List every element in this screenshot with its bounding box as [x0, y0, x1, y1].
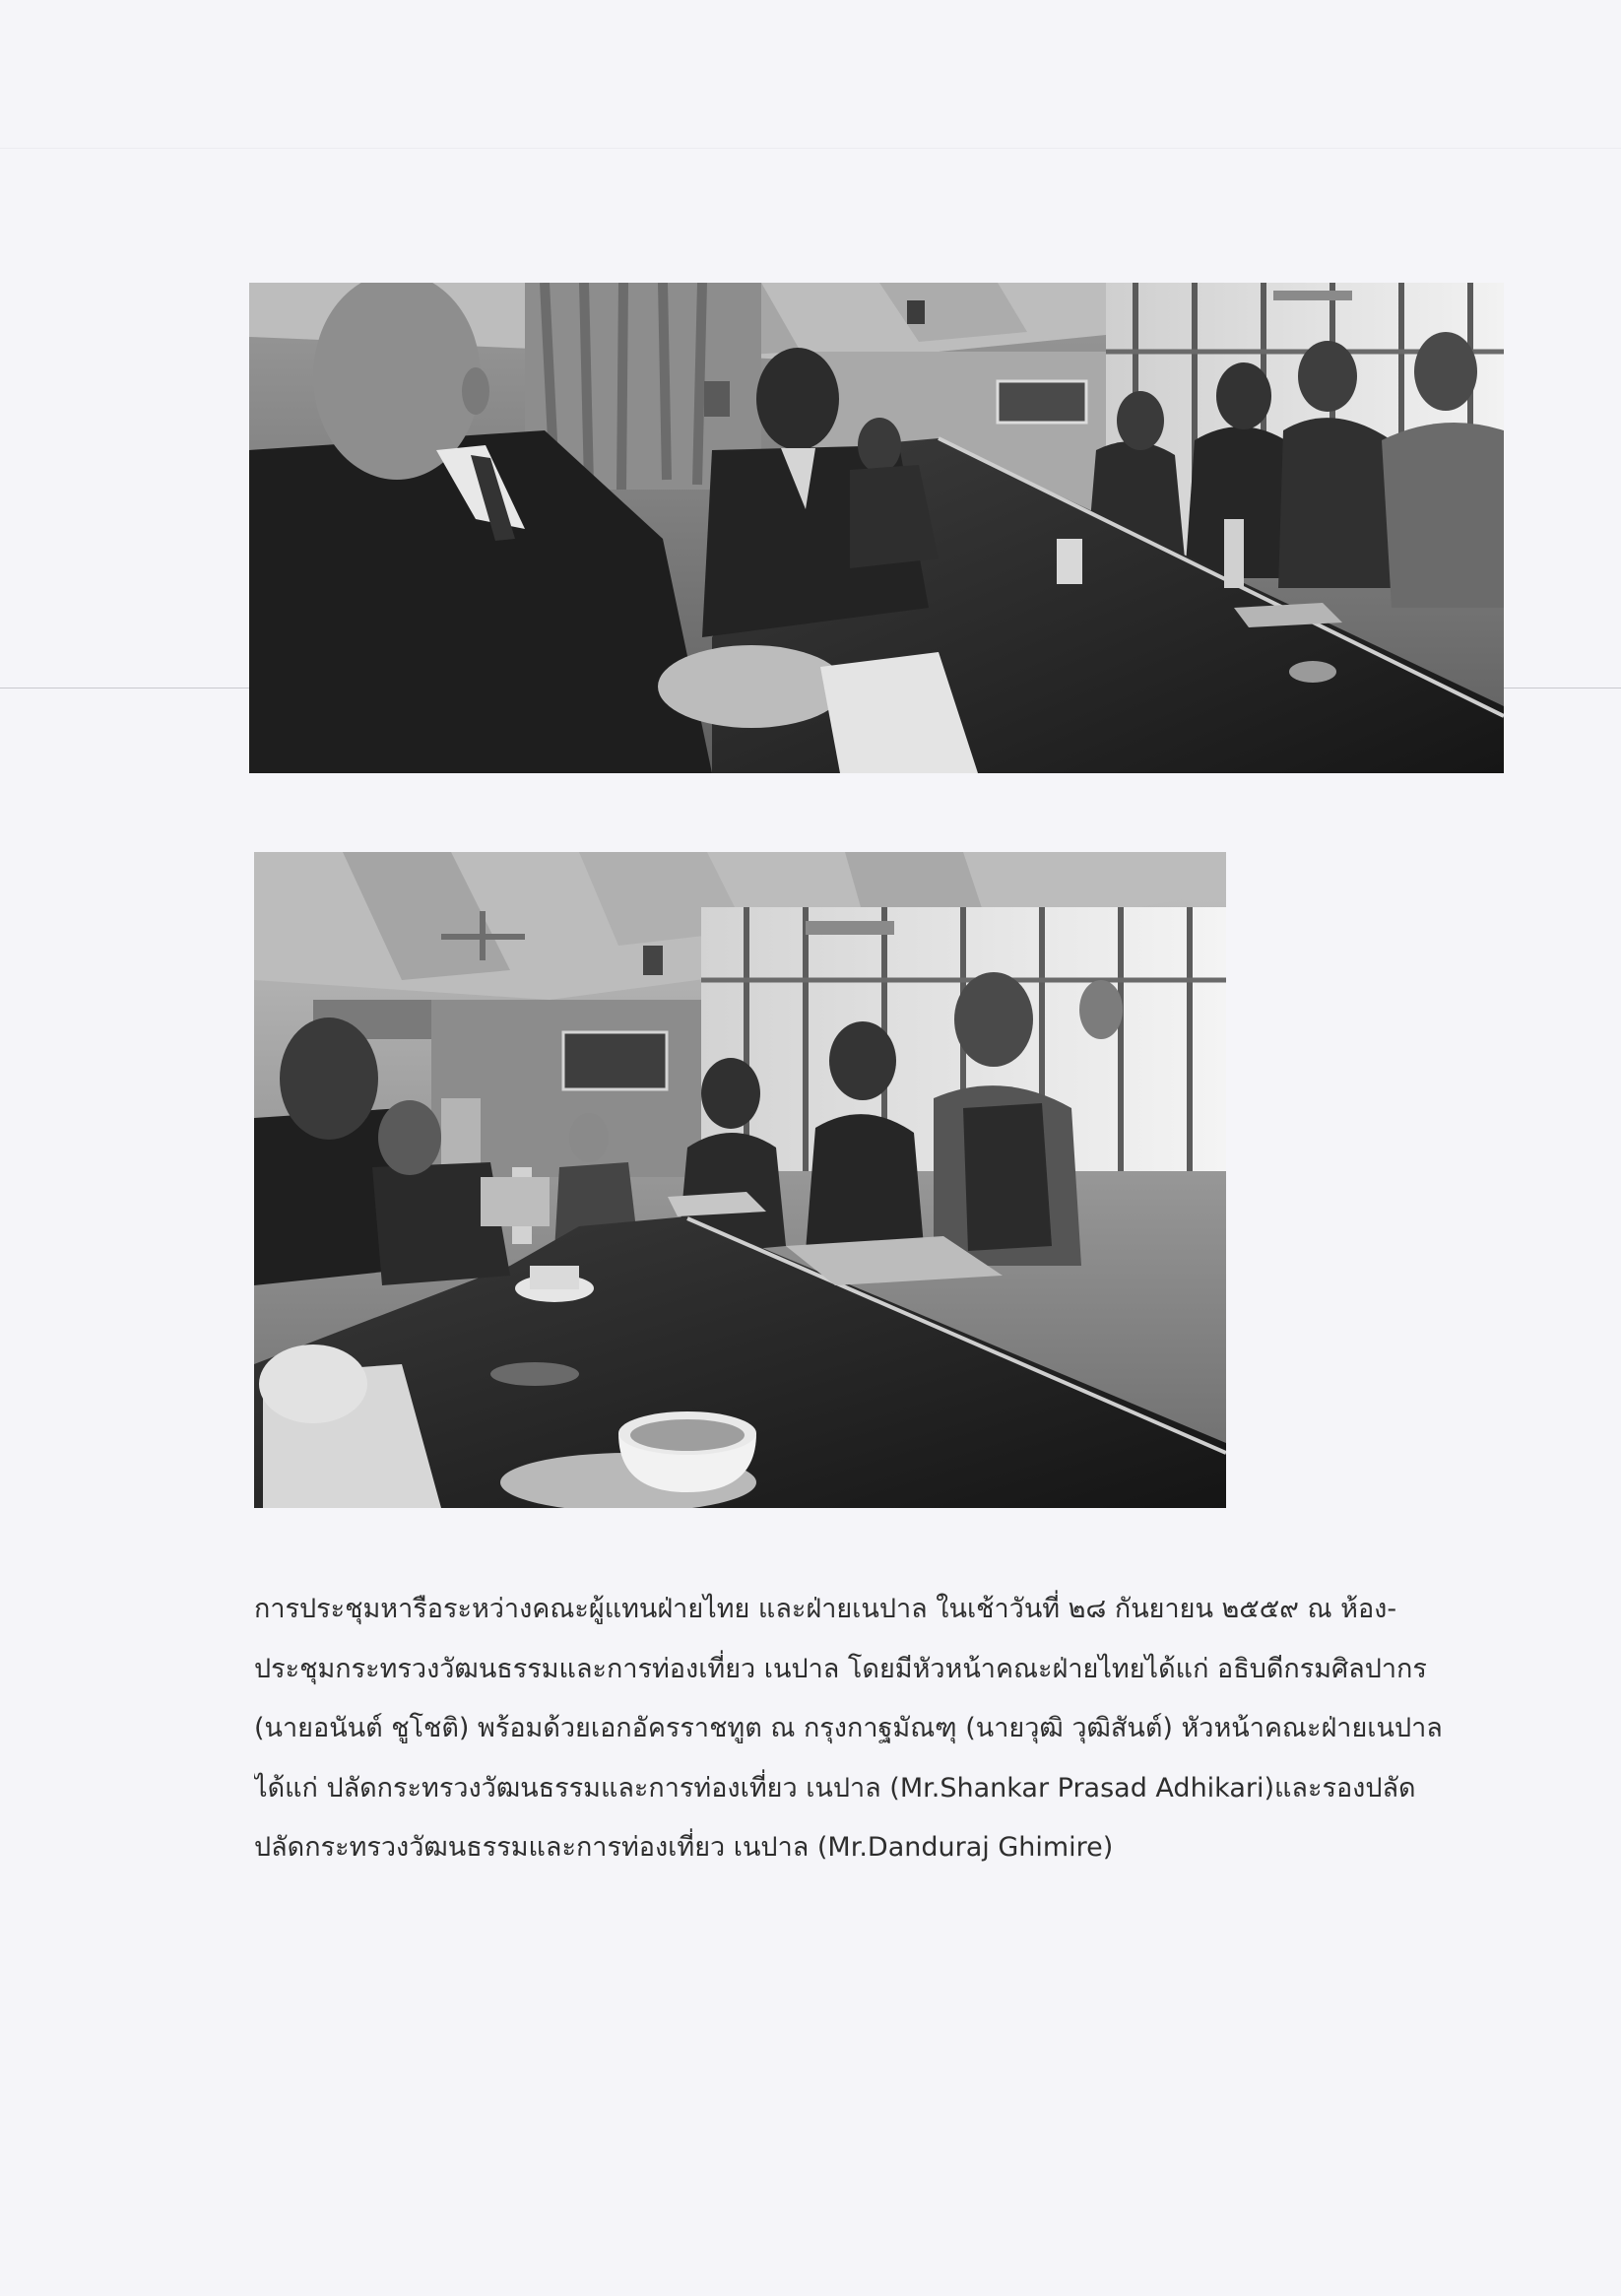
- hand: [658, 645, 845, 728]
- photo-caption: [254, 1580, 1564, 1878]
- caption-line: ปลัดกระทรวงวัฒนธรรมและการท่องเที่ยว เนปาล (Mr.Danduraj Ghimire): [254, 1832, 1114, 1863]
- meeting-photo-2: [254, 852, 1226, 1508]
- scan-artifact-line: [0, 148, 1621, 149]
- caption-line: ได้แก่ ปลัดกระทรวงวัฒนธรรมและการท่องเที่ยว เนปาล (Mr.Shankar Prasad Adhikari)และรองปลัด: [254, 1772, 1416, 1804]
- wall-picture-frame: [563, 1032, 667, 1089]
- water-bottle: [1224, 519, 1244, 588]
- meeting-photo-1: [249, 283, 1504, 773]
- meeting-photo-1-image: [249, 283, 1504, 773]
- meeting-photo-2-image: [254, 852, 1226, 1508]
- caption-line: การประชุมหารือระหว่างคณะผู้แทนฝ่ายไทย และฝ่ายเนปาล ในเช้าวันที่ ๒๘ กันยายน ๒๕๕๙ ณ ห้อง-: [254, 1594, 1397, 1624]
- glass: [1289, 661, 1336, 683]
- wall-picture-frame: [998, 381, 1086, 423]
- caption-line: ประชุมกระทรวงวัฒนธรรมและการท่องเที่ยว เนปาล โดยมีหัวหน้าคณะฝ่ายไทยได้แก่ อธิบดีกรมศิลปากร: [254, 1653, 1427, 1684]
- caption-line: (นายอนันต์ ชูโชติ) พร้อมด้วยเอกอัครราชทูต ณ กรุงกาฐมัณฑุ (นายวุฒิ วุฒิสันต์) หัวหน้าคณะฝ่ายเนปาล: [254, 1713, 1443, 1743]
